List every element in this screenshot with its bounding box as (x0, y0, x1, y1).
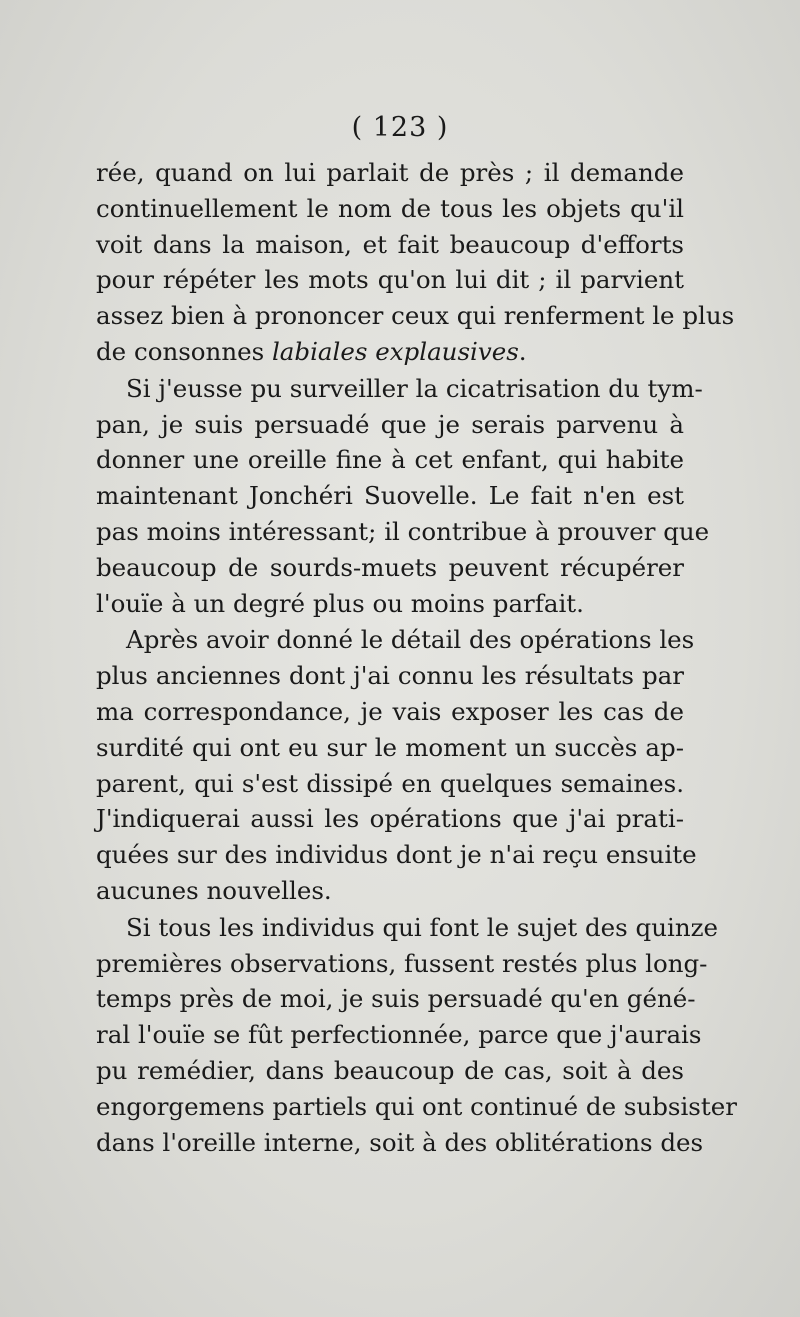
text-line: donner une oreille fine à cet enfant, qui habite (96, 445, 684, 475)
paragraph-2 (96, 371, 710, 622)
text-line: Si tous les individus qui font le sujet des quinze (126, 912, 719, 942)
text-line: pas moins intéressant; il contribue à prouver que (96, 516, 710, 546)
text-line: premières observations, fussent restés plus long- (96, 948, 708, 978)
text-line: pan, je suis persuadé que je serais parvenu à (96, 409, 684, 439)
text-line: aucunes nouvelles. (96, 875, 332, 905)
text-line: maintenant Jonchéri Suovelle. Le fait n'en est (96, 481, 684, 511)
text-line: voit dans la maison, et fait beaucoup d'efforts (96, 229, 684, 259)
text-line: rée, quand on lui parlait de près ; il demande (96, 158, 684, 187)
text-line: ma correspondance, je vais exposer les cas de (96, 696, 684, 726)
paragraph-4 (96, 910, 737, 1161)
text-line: engorgemens partiels qui ont continué de subsister (96, 1091, 737, 1121)
text-line: J'indiquerai aussi les opérations que j'ai prati- (96, 804, 684, 834)
text-line: ral l'ouïe se fût perfectionnée, parce que j'aurais (96, 1020, 702, 1050)
text-line: pu remédier, dans beaucoup de cas, soit à des (96, 1055, 684, 1085)
text-line: surdité qui ont eu sur le moment un succès ap- (96, 732, 684, 762)
paragraph-1 (96, 155, 735, 370)
text-line: continuellement le nom de tous les objets qu'il (96, 193, 684, 223)
text-line: dans l'oreille interne, soit à des oblitérations des (96, 1127, 704, 1157)
paragraph-3 (96, 622, 697, 908)
text-line: parent, qui s'est dissipé en quelques semaines. (96, 768, 684, 798)
italic-term: labiales explausives (271, 336, 519, 366)
text-line: pour répéter les mots qu'on lui dit ; il parvient (96, 265, 684, 295)
text-fragment: de consonnes (96, 336, 272, 366)
page-number: ( 123 ) (351, 112, 449, 143)
text-line (96, 334, 684, 370)
text-fragment: . (518, 336, 527, 366)
text-line: Après avoir donné le détail des opérations les (126, 625, 695, 655)
text-line: temps près de moi, je suis persuadé qu'en géné- (96, 984, 696, 1014)
text-line: l'ouïe à un degré plus ou moins parfait. (96, 588, 584, 618)
text-line: Si j'eusse pu surveiller la cicatrisation du tym- (126, 373, 703, 403)
text-line: beaucoup de sourds-muets peuvent récupérer (96, 552, 684, 582)
text-line: quées sur des individus dont je n'ai reçu ensuite (96, 840, 697, 870)
text-line: plus anciennes dont j'ai connu les résultats par (96, 661, 684, 691)
body-text (96, 155, 737, 1161)
text-line: assez bien à prononcer ceux qui renferment le plus (96, 301, 735, 331)
